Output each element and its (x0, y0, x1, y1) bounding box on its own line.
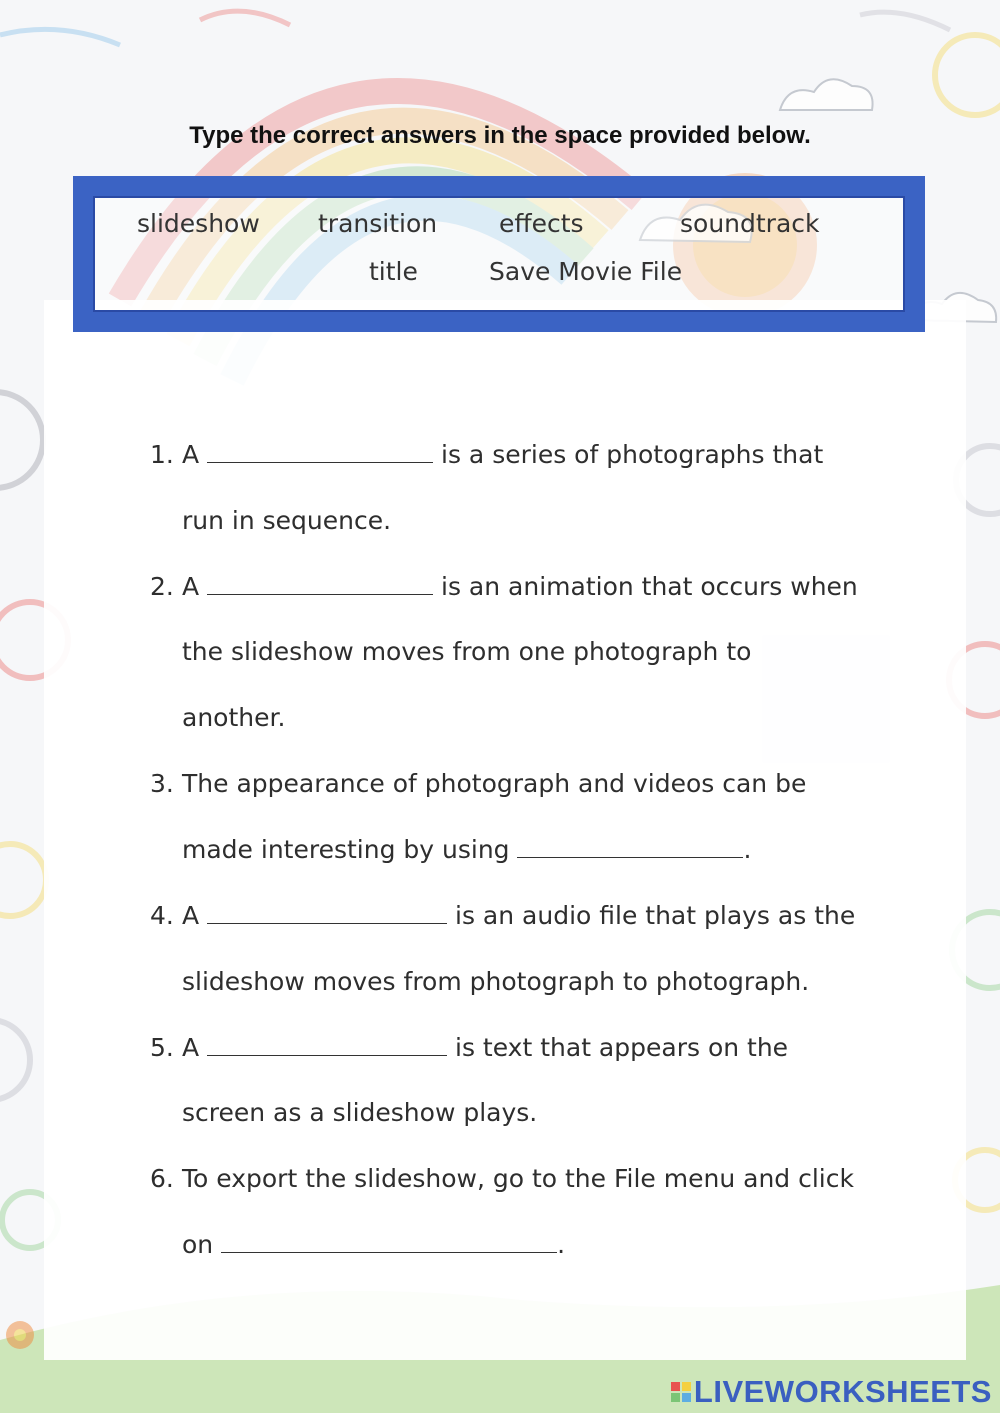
question-2-continuation: another. (182, 703, 286, 732)
liveworksheets-logo: LIVEWORKSHEETS (671, 1375, 992, 1409)
question-1: 1. A is a series of photographs that (150, 440, 824, 469)
question-3: 3. The appearance of photograph and videos can be (150, 769, 807, 798)
question-number: 1. (150, 440, 174, 469)
question-5: 5. A is text that appears on the (150, 1033, 789, 1062)
question-number: 5. (150, 1033, 174, 1062)
word-bank-box (73, 176, 925, 332)
question-6-continuation: on . (182, 1230, 566, 1259)
word-bank-word: slideshow (137, 209, 260, 238)
answer-blank-1[interactable] (207, 440, 433, 463)
question-4: 4. A is an audio file that plays as the (150, 901, 856, 930)
question-6: 6. To export the slideshow, go to the File menu and click (150, 1164, 854, 1193)
question-3-continuation: made interesting by using . (182, 835, 752, 864)
answer-blank-5[interactable] (207, 1033, 447, 1056)
word-bank-word: soundtrack (680, 209, 820, 238)
answer-blank-6[interactable] (221, 1230, 557, 1253)
question-2-continuation: the slideshow moves from one photograph to (182, 637, 752, 666)
question-number: 6. (150, 1164, 174, 1193)
logo-icon (671, 1382, 691, 1402)
question-number: 4. (150, 901, 174, 930)
word-bank-word: transition (318, 209, 438, 238)
instruction-heading: Type the correct answers in the space provided below. (189, 122, 811, 149)
question-2: 2. A is an animation that occurs when (150, 572, 858, 601)
question-4-continuation: slideshow moves from photograph to photograph. (182, 967, 810, 996)
question-number: 3. (150, 769, 174, 798)
flower-decoration (6, 1321, 34, 1349)
question-number: 2. (150, 572, 174, 601)
word-bank-word: effects (499, 209, 584, 238)
answer-blank-2[interactable] (207, 572, 433, 595)
question-5-continuation: screen as a slideshow plays. (182, 1098, 538, 1127)
question-1-continuation: run in sequence. (182, 506, 392, 535)
answer-blank-3[interactable] (517, 835, 743, 858)
word-bank-word: Save Movie File (489, 257, 683, 286)
word-bank-word: title (369, 257, 418, 286)
answer-blank-4[interactable] (207, 901, 447, 924)
